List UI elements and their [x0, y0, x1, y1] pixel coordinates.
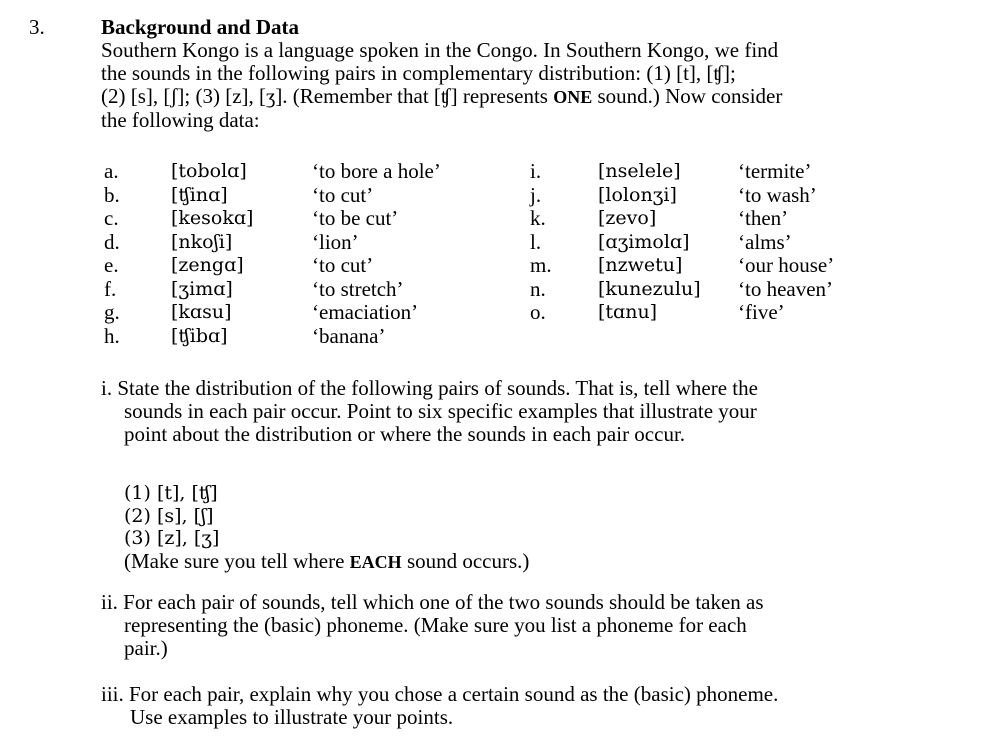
data-letter: l.	[530, 229, 542, 254]
intro-line3-pre: (2) [s], [ʃ]; (3) [z], [ʒ]. (Remember that [ʧ] represents	[101, 84, 554, 108]
data-gloss: ‘our house’	[738, 253, 835, 277]
data-left-letters	[104, 160, 120, 348]
data-letter: n.	[530, 276, 546, 301]
intro-line: Southern Kongo is a language spoken in the Congo. In Southern Kongo, we find	[101, 38, 779, 62]
data-ipa: [zengɑ]	[171, 254, 244, 276]
data-gloss: ‘lion’	[312, 229, 359, 254]
question-iii-line: iii. For each pair, explain why you chose a certain sound as the (basic) phoneme.	[101, 682, 779, 706]
data-ipa: [ʧibɑ]	[171, 324, 228, 347]
sound-pairs-list	[124, 482, 529, 572]
data-ipa: [ʧinɑ]	[171, 183, 228, 206]
sound-pair: (1) [t], [ʧ]	[124, 482, 218, 504]
intro-line: the following data:	[101, 108, 260, 132]
intro-line3-post: sound.) Now consider	[592, 84, 783, 108]
data-gloss: ‘to cut’	[312, 253, 374, 277]
sound-pair: (2) [s], [ʃ]	[124, 504, 214, 527]
question-ii-line: pair.)	[124, 636, 168, 660]
data-letter: d.	[104, 229, 120, 254]
data-ipa: [kesokɑ]	[171, 207, 254, 229]
data-letter: j.	[530, 182, 542, 207]
pairs-note-post: sound occurs.)	[401, 548, 530, 573]
data-gloss: ‘to heaven’	[738, 276, 834, 301]
section-heading: Background and Data	[101, 15, 300, 39]
data-gloss: ‘to wash’	[738, 182, 817, 207]
intro-line: the sounds in the following pairs in complementary distribution: (1) [t], [ʧ];	[101, 61, 736, 85]
data-ipa: [tobolɑ]	[171, 160, 247, 182]
question-i	[101, 377, 758, 446]
intro-paragraph	[101, 39, 981, 132]
data-letter: m.	[530, 253, 552, 277]
question-number: 3.	[29, 15, 45, 39]
question-iii-line: Use examples to illustrate your points.	[130, 705, 454, 729]
data-gloss: ‘five’	[738, 300, 785, 324]
data-gloss: ‘to bore a hole’	[312, 159, 441, 183]
data-ipa: [zevo]	[598, 207, 657, 229]
data-letter: f.	[104, 276, 117, 301]
question-i-line: sounds in each pair occur. Point to six specific examples that illustrate your	[124, 399, 757, 423]
question-ii-line: ii. For each pair of sounds, tell which one of the two sounds should be taken as	[101, 590, 764, 614]
data-ipa: [ʒimɑ]	[171, 277, 233, 300]
data-letter: o.	[530, 300, 546, 324]
data-gloss: ‘to cut’	[312, 182, 374, 207]
data-right-letters	[530, 160, 552, 325]
data-ipa: [ɑʒimolɑ]	[598, 230, 690, 253]
intro-line	[101, 85, 981, 109]
question-ii-line: representing the (basic) phoneme. (Make sure you list a phoneme for each	[124, 613, 747, 637]
data-right-glosses	[738, 160, 834, 325]
data-right-ipa	[598, 160, 701, 325]
sound-pair: (3) [z], [ʒ]	[124, 527, 220, 549]
data-ipa: [kɑsu]	[171, 301, 232, 323]
data-letter: i.	[530, 159, 542, 183]
data-ipa: [nselele]	[598, 160, 681, 182]
question-i-line: point about the distribution or where the sounds in each pair occur.	[124, 422, 686, 446]
data-ipa: [nzwetu]	[598, 254, 683, 276]
data-letter: e.	[104, 253, 119, 277]
emphasis-each: EACH	[349, 551, 402, 572]
data-gloss: ‘then’	[738, 206, 789, 230]
data-ipa: [kunezulu]	[598, 277, 701, 300]
data-left-glosses	[312, 160, 441, 348]
question-iii	[101, 683, 778, 729]
data-ipa: [tɑnu]	[598, 301, 658, 323]
data-gloss: ‘termite’	[738, 159, 812, 183]
data-left-ipa	[171, 160, 253, 348]
data-gloss: ‘emaciation’	[312, 300, 419, 324]
data-gloss: ‘banana’	[312, 323, 386, 348]
question-ii	[101, 591, 764, 660]
data-letter: b.	[104, 182, 120, 207]
data-letter: c.	[104, 206, 119, 230]
data-gloss: ‘to stretch’	[312, 276, 404, 301]
data-ipa: [lolonʒi]	[598, 183, 677, 206]
pairs-note-pre: (Make sure you tell where	[124, 548, 350, 573]
emphasis-one: ONE	[553, 87, 593, 107]
data-letter: h.	[104, 323, 120, 348]
question-i-line: i. State the distribution of the following pairs of sounds. That is, tell where the	[101, 376, 758, 400]
pairs-note	[124, 550, 529, 573]
data-ipa: [nkoʃi]	[171, 230, 233, 253]
data-letter: k.	[530, 206, 546, 230]
data-gloss: ‘to be cut’	[312, 206, 399, 230]
data-gloss: ‘alms’	[738, 229, 792, 254]
data-letter: g.	[104, 300, 120, 324]
data-letter: a.	[104, 159, 119, 183]
